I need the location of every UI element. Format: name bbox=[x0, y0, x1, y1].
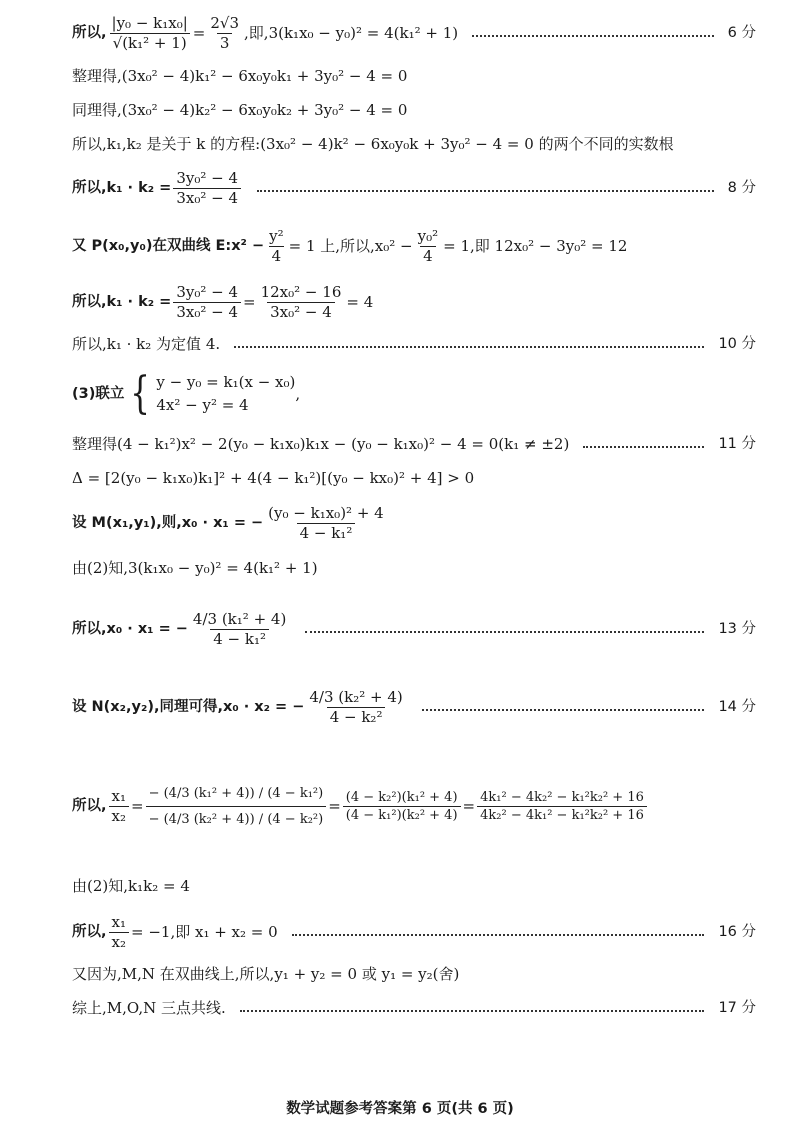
fraction-denominator: 4 bbox=[420, 246, 436, 264]
line-text: 所以, bbox=[72, 923, 107, 940]
solution-line-1 bbox=[72, 12, 756, 54]
solution-line-10 bbox=[72, 432, 756, 456]
fraction-denominator: 4k₂² − 4k₁² − k₁²k₂² + 16 bbox=[477, 806, 647, 822]
line-text: 同理得,(3x₀² − 4)k₂² − 6x₀y₀k₂ + 3y₀² − 4 = 0 bbox=[72, 100, 408, 119]
line-text: 设 M(x₁,y₁),则,x₀ · x₁ = − bbox=[72, 514, 264, 531]
fraction-numerator: x₁ bbox=[111, 912, 126, 931]
solution-line-9 bbox=[72, 366, 756, 422]
line-text: 设 N(x₂,y₂),同理可得,x₀ · x₂ = − bbox=[72, 698, 305, 715]
fraction-denominator: 4 bbox=[269, 246, 285, 264]
fraction bbox=[109, 786, 129, 825]
line-text: 所以,k₁ · k₂ = bbox=[72, 179, 172, 196]
dot-leader bbox=[234, 346, 704, 348]
equals-sign: = bbox=[243, 292, 256, 311]
line-text: 所以,k₁ · k₂ = bbox=[72, 293, 172, 310]
fraction bbox=[343, 791, 461, 822]
fraction bbox=[109, 912, 129, 951]
line-text: 所以,k₁,k₂ 是关于 k 的方程:(3x₀² − 4)k² − 6x₀y₀k + 3y₀² − 4 = 0 的两个不同的实数根 bbox=[72, 134, 674, 153]
solution-line-4 bbox=[72, 132, 756, 156]
fraction-numerator: 4/3 (k₂² + 4) bbox=[309, 687, 403, 706]
fraction bbox=[173, 282, 241, 321]
left-brace: { bbox=[130, 368, 151, 419]
dot-leader bbox=[305, 631, 704, 633]
fraction-denominator: x₂ bbox=[109, 806, 129, 824]
score-label: 16 分 bbox=[718, 923, 756, 940]
line-text: 所以,x₀ · x₁ = − bbox=[72, 620, 188, 637]
line-text: 整理得,(3x₀² − 4)k₁² − 6x₀y₀k₁ + 3y₀² − 4 = 0 bbox=[72, 66, 408, 85]
dot-leader bbox=[422, 709, 705, 711]
fraction bbox=[207, 13, 242, 52]
line-text: ,即,3(k₁x₀ − y₀)² = 4(k₁² + 1) bbox=[244, 23, 459, 42]
score-label: 8 分 bbox=[727, 179, 756, 196]
line-text: (3)联立 bbox=[72, 385, 125, 402]
fraction-numerator: 12x₀² − 16 bbox=[260, 282, 342, 301]
fraction-denominator: 3 bbox=[217, 33, 233, 51]
solution-line-6 bbox=[72, 224, 756, 268]
dot-leader bbox=[292, 934, 705, 936]
dot-leader bbox=[583, 446, 704, 448]
score-label: 11 分 bbox=[718, 435, 756, 452]
fraction bbox=[190, 609, 289, 648]
line-text: = 1 上,所以,x₀² − bbox=[288, 236, 413, 255]
equals-sign: = bbox=[328, 796, 341, 815]
line-text: 又 P(x₀,y₀)在双曲线 E:x² − bbox=[72, 237, 265, 254]
score-label: 17 分 bbox=[718, 999, 756, 1016]
line-text: Δ = [2(y₀ − k₁x₀)k₁]² + 4(4 − k₁²)[(y₀ − kx₀)² + 4] > 0 bbox=[72, 468, 475, 487]
compound-fraction bbox=[146, 787, 327, 826]
fraction-numerator: 3y₀² − 4 bbox=[176, 168, 239, 187]
fraction bbox=[173, 168, 241, 207]
fraction-denominator: x₂ bbox=[109, 932, 129, 950]
fraction-numerator: − (4/3 (k₁² + 4)) / (4 − k₁²) bbox=[148, 785, 324, 801]
line-text: 由(2)知,k₁k₂ = 4 bbox=[72, 876, 190, 895]
system-equation-2: 4x² − y² = 4 bbox=[156, 396, 249, 414]
fraction-numerator: (4 − k₂²)(k₁² + 4) bbox=[345, 789, 458, 805]
fraction-denominator: 3x₀² − 4 bbox=[173, 302, 241, 320]
fraction-numerator: (y₀ − k₁x₀)² + 4 bbox=[268, 503, 384, 522]
system-equation-1: y − y₀ = k₁(x − x₀) bbox=[156, 373, 296, 391]
solution-line-11 bbox=[72, 466, 756, 490]
fraction-numerator: |y₀ − k₁x₀| bbox=[111, 13, 188, 32]
fraction bbox=[266, 226, 287, 265]
score-label: 10 分 bbox=[718, 335, 756, 352]
fraction-denominator: 4 − k₁² bbox=[210, 629, 269, 647]
page-footer: 数学试题参考答案第 6 页(共 6 页) bbox=[286, 1101, 514, 1117]
solution-line-3 bbox=[72, 98, 756, 122]
solution-line-19 bbox=[72, 962, 756, 986]
solution-line-16 bbox=[72, 748, 756, 864]
line-text: 又因为,M,N 在双曲线上,所以,y₁ + y₂ = 0 或 y₁ = y₂(舍) bbox=[72, 964, 460, 983]
dot-leader bbox=[472, 35, 714, 37]
solution-line-18 bbox=[72, 910, 756, 954]
solution-line-7 bbox=[72, 280, 756, 324]
solution-line-20 bbox=[72, 996, 756, 1020]
fraction-denominator: 4 − k₁² bbox=[297, 523, 356, 541]
dot-leader bbox=[257, 190, 714, 192]
line-text: 所以, bbox=[72, 24, 107, 41]
fraction bbox=[306, 687, 405, 726]
line-text: = 1,即 12x₀² − 3y₀² = 12 bbox=[443, 236, 628, 255]
fraction bbox=[265, 503, 387, 542]
fraction-numerator: 3y₀² − 4 bbox=[176, 282, 239, 301]
score-label: 14 分 bbox=[718, 698, 756, 715]
dot-leader bbox=[240, 1010, 705, 1012]
equals-sign: = bbox=[131, 796, 144, 815]
fraction-denominator: 3x₀² − 4 bbox=[173, 188, 241, 206]
solution-line-2 bbox=[72, 64, 756, 88]
fraction-denominator: (4 − k₁²)(k₂² + 4) bbox=[343, 806, 461, 822]
fraction bbox=[258, 282, 345, 321]
line-text: 所以, bbox=[72, 797, 107, 814]
fraction-numerator: 4/3 (k₁² + 4) bbox=[192, 609, 287, 628]
solution-line-14 bbox=[72, 594, 756, 664]
fraction bbox=[477, 791, 647, 822]
fraction-denominator: 4 − k₂² bbox=[327, 707, 386, 725]
fraction bbox=[415, 226, 442, 265]
equals-sign: = bbox=[462, 796, 476, 815]
equation-system bbox=[126, 368, 296, 419]
fraction-denominator: 3x₀² − 4 bbox=[267, 302, 335, 320]
fraction-denominator: − (4/3 (k₂² + 4)) / (4 − k₂²) bbox=[146, 806, 327, 826]
fraction-numerator: y₀² bbox=[417, 226, 439, 245]
fraction-numerator: 4k₁² − 4k₂² − k₁²k₂² + 16 bbox=[480, 789, 644, 805]
line-text: 整理得(4 − k₁²)x² − 2(y₀ − k₁x₀)k₁x − (y₀ − k₁x₀)² − 4 = 0(k₁ ≠ ±2) bbox=[72, 434, 570, 453]
line-text: 所以,k₁ · k₂ 为定值 4. bbox=[72, 334, 221, 353]
fraction-numerator: 2√3 bbox=[210, 13, 240, 32]
line-text: , bbox=[295, 384, 301, 403]
score-label: 13 分 bbox=[718, 620, 756, 637]
solution-line-15 bbox=[72, 672, 756, 742]
line-text: 由(2)知,3(k₁x₀ − y₀)² = 4(k₁² + 1) bbox=[72, 558, 318, 577]
line-text: = 4 bbox=[346, 292, 374, 311]
fraction-denominator: √(k₁² + 1) bbox=[110, 33, 190, 51]
fraction-numerator: x₁ bbox=[111, 786, 126, 805]
fraction bbox=[109, 13, 191, 52]
solution-line-13 bbox=[72, 556, 756, 580]
line-text: 综上,M,O,N 三点共线. bbox=[72, 998, 226, 1017]
solution-line-12 bbox=[72, 500, 756, 546]
equals-sign: = bbox=[192, 23, 206, 42]
fraction-numerator: y² bbox=[269, 226, 284, 245]
solution-line-17 bbox=[72, 874, 756, 898]
solution-line-5 bbox=[72, 166, 756, 210]
score-label: 6 分 bbox=[727, 24, 756, 41]
solution-line-8 bbox=[72, 332, 756, 356]
line-text: = −1,即 x₁ + x₂ = 0 bbox=[131, 922, 278, 941]
